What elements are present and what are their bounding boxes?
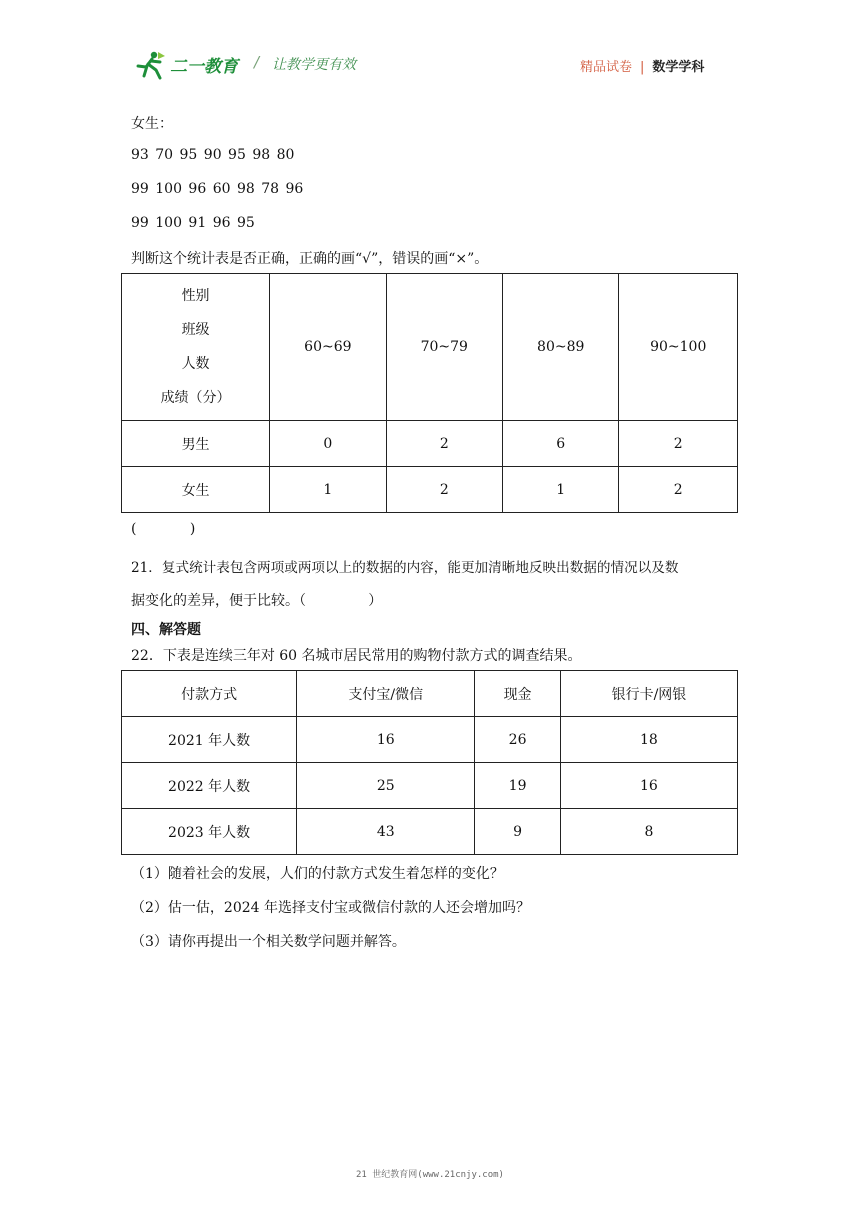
table-cell: 9: [475, 809, 561, 855]
table-cell: 6: [503, 421, 619, 467]
table-cell: 1: [503, 467, 619, 513]
table-cell: 2: [619, 421, 738, 467]
slogan: 让教学更有效: [272, 57, 356, 73]
table-cell: 0: [270, 421, 386, 467]
header-divider: |: [640, 60, 645, 75]
column-header: 银行卡/网银: [560, 671, 737, 717]
page-footer: 21 世纪教育网(www.21cnjy.com): [356, 1170, 504, 1180]
row-label: 2023 年人数: [122, 809, 297, 855]
row-label: 男生: [122, 421, 270, 467]
q21-line-2: 据变化的差异，便于比较。（ ）: [131, 593, 383, 609]
header-line-class: 班级: [181, 322, 210, 338]
runner-logo-icon: [134, 50, 166, 80]
column-header: 支付宝/微信: [297, 671, 475, 717]
subject-label: 数学学科: [652, 60, 705, 75]
girls-scores-row-1: 93 70 95 90 95 98 80: [131, 147, 295, 163]
table-cell: 25: [297, 763, 475, 809]
table-cell: 16: [560, 763, 737, 809]
table-row: [122, 717, 738, 763]
header-right: [580, 56, 704, 75]
column-header: 70~79: [386, 274, 502, 421]
table-cell: 26: [475, 717, 561, 763]
q21-line-1: 21．复式统计表包含两项或两项以上的数据的内容，能更加清晰地反映出数据的情况以及数: [131, 560, 679, 576]
page-header: [0, 0, 860, 100]
header-line-gender: 性别: [181, 288, 210, 304]
girls-label: 女生：: [131, 116, 173, 132]
table-header-row: [122, 671, 738, 717]
table-row: [122, 467, 738, 513]
table-cell: 2: [619, 467, 738, 513]
girls-scores-row-3: 99 100 91 96 95: [131, 215, 255, 231]
column-header: 90~100: [619, 274, 738, 421]
table-header-row: [122, 274, 738, 421]
table-row: [122, 763, 738, 809]
table-cell: 2: [386, 421, 502, 467]
q22-sub-question-1: （1）随着社会的发展，人们的付款方式发生着怎样的变化？: [131, 866, 504, 882]
column-header: 现金: [475, 671, 561, 717]
table-cell: 43: [297, 809, 475, 855]
column-header: 付款方式: [122, 671, 297, 717]
table-cell: 16: [297, 717, 475, 763]
q22-sub-question-2: （2）估一估，2024 年选择支付宝或微信付款的人还会增加吗？: [131, 900, 530, 916]
table-cell: 18: [560, 717, 737, 763]
table-cell: 8: [560, 809, 737, 855]
table-row: [122, 421, 738, 467]
premium-label: 精品试卷: [580, 60, 633, 75]
table-cell: 2: [386, 467, 502, 513]
table-cell: 1: [270, 467, 386, 513]
table-row: [122, 809, 738, 855]
girls-scores-row-2: 99 100 96 60 98 78 96: [131, 181, 304, 197]
q20-instruction: 判断这个统计表是否正确，正确的画“√”，错误的画“×”。: [131, 251, 489, 267]
q22-sub-question-3: （3）请你再提出一个相关数学问题并解答。: [131, 934, 406, 950]
header-line-score: 成绩（分）: [160, 390, 231, 406]
column-header: 60~69: [270, 274, 386, 421]
section-title: 四、解答题: [131, 622, 201, 638]
slogan-separator: /: [254, 53, 260, 71]
payment-method-table: [121, 670, 738, 855]
q22-intro: 22．下表是连续三年对 60 名城市居民常用的购物付款方式的调查结果。: [131, 648, 582, 664]
row-label: 女生: [122, 467, 270, 513]
table-cell: 19: [475, 763, 561, 809]
q20-answer-bracket: ( ): [131, 521, 196, 537]
logo-text: 二一教育: [170, 57, 238, 77]
column-header: 80~89: [503, 274, 619, 421]
row-label: 2022 年人数: [122, 763, 297, 809]
grade-distribution-table: [121, 273, 738, 513]
diagonal-header-cell: [122, 274, 270, 421]
header-line-count: 人数: [181, 356, 210, 372]
row-label: 2021 年人数: [122, 717, 297, 763]
